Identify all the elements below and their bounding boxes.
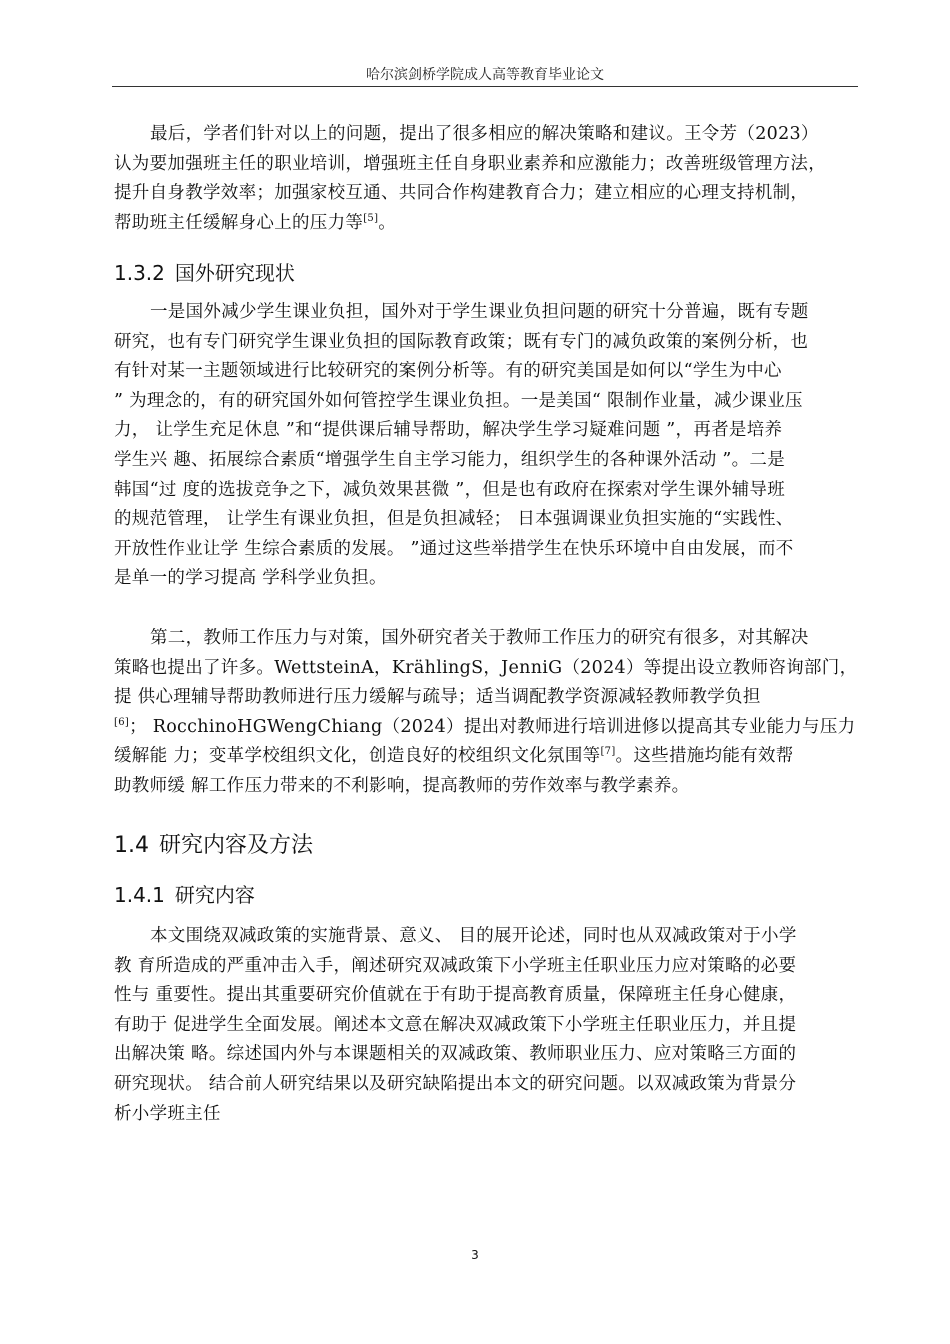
text-line: 有针对某一主题领域进行比较研究的案例分析等。有的研究美国是如何以“学生为中心 [114,361,782,382]
page-number: 3 [471,1248,479,1262]
text-line: 有助于 促进学生全面发展。阐述本文意在解决双减政策下小学班主任职业压力，并且提 [114,1014,797,1035]
running-header: 哈尔滨剑桥学院成人高等教育毕业论文 [366,67,604,83]
text-line: 本文围绕双减政策的实施背景、意义、 目的展开论述，同时也从双减政策对于小学 [150,926,797,946]
text-segment: 。 [378,212,397,233]
heading-1-3-2 [114,260,295,286]
text-line: 助教师缓 解工作压力带来的不利影响，提高教师的劳作效率与教学素养。 [114,775,690,796]
text-segment: ； RocchinoHGWengChiang（2024）提出对教师进行培训进修以提高其专业能力与压力 [129,716,856,737]
citation-5: [5] [363,212,379,224]
text-line: 研究，也有专门研究学生课业负担的国际教育政策；既有专门的减负政策的案例分析，也 [114,331,809,352]
heading-1-4 [114,832,313,860]
text-line: 开放性作业让学 生综合素质的发展。 ”通过这些举措学生在快乐环境中自由发展，而不 [114,538,794,559]
text-line [114,209,858,239]
citation-6: [6] [114,716,130,728]
heading-number: 1.4.1 [114,883,165,907]
text-line: ” 为理念的，有的研究国外如何管控学生课业负担。一是美国“ 限制作业量，减少课业压 [114,390,803,411]
heading-1-4-1 [114,882,255,908]
text-line: 韩国“过 度的选拔竞争之下，减负效果甚微 ”，但是也有政府在探索对学生课外辅导班 [114,479,786,500]
paragraph-foreign-burden [114,298,858,594]
text-line: 学生兴 趣、拓展综合素质“增强学生自主学习能力，组织学生的各种课外活动 ”。二是 [114,449,786,470]
text-segment: 帮助班主任缓解身心上的压力等 [114,212,364,233]
paragraph-teacher-pressure [114,624,858,802]
text-line: 性与 重要性。提出其重要研究价值就在于有助于提高教育质量，保障班主任身心健康， [114,985,797,1006]
text-line: 是单一的学习提高 学科学业负担。 [114,568,387,589]
text-line [114,742,858,772]
paragraph-solutions [114,120,858,238]
text-line: 一是国外减少学生课业负担，国外对于学生课业负担问题的研究十分普遍，既有专题 [150,302,809,322]
paragraph-research-content [114,922,858,1129]
heading-title: 研究内容 [174,883,255,907]
header-rule [112,86,858,87]
text-line: 策略也提出了许多。WettsteinA，KrählingS，JenniG（2024）等提出设立教师咨询部门， [114,657,858,678]
heading-number: 1.3.2 [114,261,165,285]
text-line: 出解决策 略。综述国内外与本课题相关的双减政策、教师职业压力、应对策略三方面的 [114,1044,797,1065]
heading-title: 国外研究现状 [174,261,295,285]
text-line: 提升自身教学效率；加强家校互通、共同合作构建教育合力；建立相应的心理支持机制， [114,183,809,204]
text-line: 研究现状。 结合前人研究结果以及研究缺陷提出本文的研究问题。以双减政策为背景分 [114,1073,797,1094]
text-segment: 。这些措施均能有效帮 [615,746,794,767]
text-line: 认为要加强班主任的职业培训，增强班主任自身职业素养和应激能力；改善班级管理方法， [114,153,826,174]
text-line: 力， 让学生充足休息 ”和“提供课后辅导帮助，解决学生学习疑难问题 ”，再者是培养 [114,420,783,441]
text-line: 的规范管理， 让学生有课业负担，但是负担减轻； 日本强调课业负担实施的“实践性、 [114,509,794,530]
text-line: 提 供心理辅导帮助教师进行压力缓解与疏导；适当调配教学资源减轻教师教学负担 [114,687,761,708]
citation-7: [7] [600,746,616,758]
text-line: 最后，学者们针对以上的问题，提出了很多相应的解决策略和建议。王令芳（2023） [150,124,819,144]
text-line: 第二，教师工作压力与对策，国外研究者关于教师工作压力的研究有很多，对其解决 [150,628,809,648]
text-line: 析小学班主任 [114,1103,221,1124]
text-line: 教 育所造成的严重冲击入手，阐述研究双减政策下小学班主任职业压力应对策略的必要 [114,955,797,976]
text-segment: 缓解能 力；变革学校组织文化，创造良好的校组织文化氛围等 [114,746,601,767]
text-line [114,713,858,743]
heading-title: 研究内容及方法 [159,833,314,858]
heading-number: 1.4 [114,833,149,858]
